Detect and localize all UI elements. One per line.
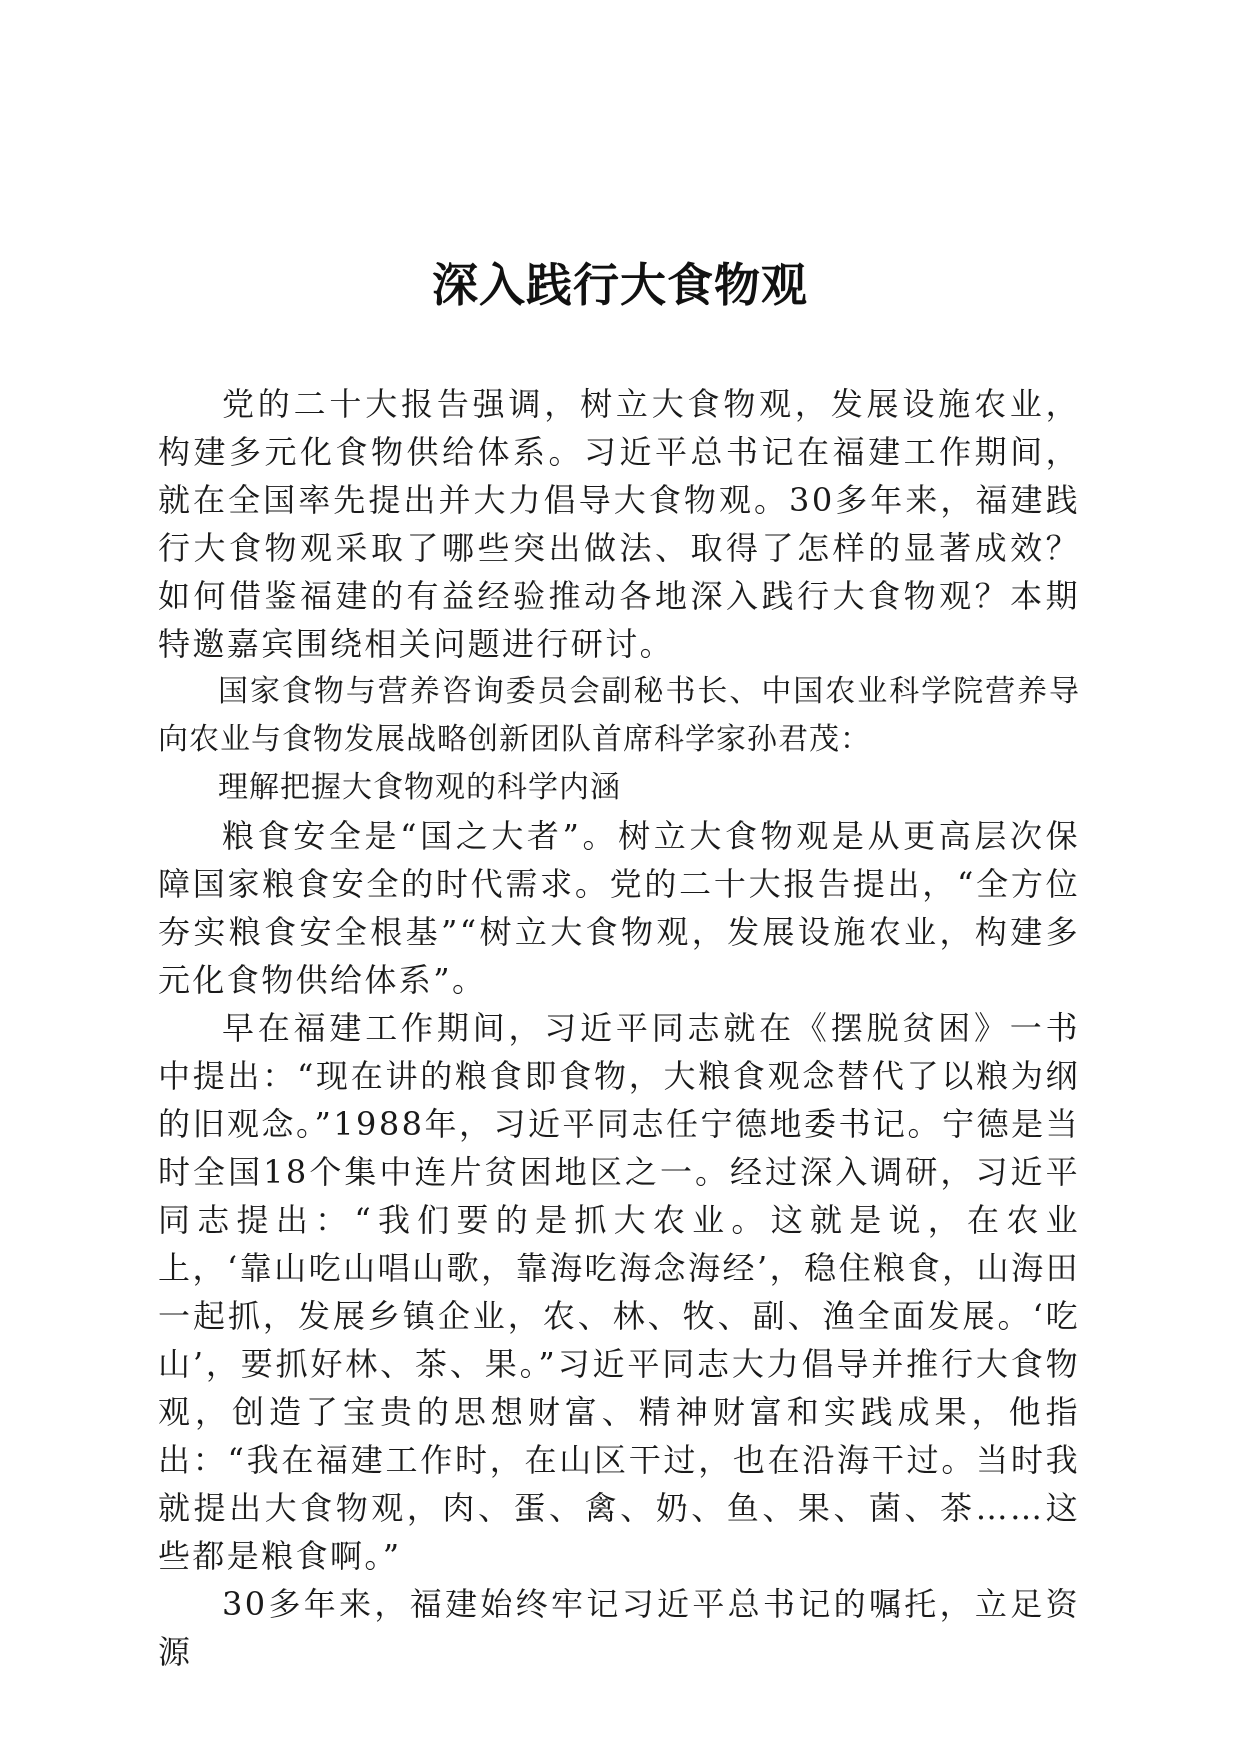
- body-paragraph: 粮食安全是“国之大者”。树立大食物观是从更高层次保障国家粮食安全的时代需求。党的二十大报告提出，“全方位夯实粮食安全根基”“树立大食物观，发展设施农业，构建多元化食物供给体系”。: [158, 817, 1080, 999]
- section-heading: 理解把握大食物观的科学内涵: [218, 770, 621, 805]
- article-body: [158, 380, 1080, 1676]
- intro-paragraph: 党的二十大报告强调，树立大食物观，发展设施农业，构建多元化食物供给体系。习近平总书记在福建工作期间，就在全国率先提出并大力倡导大食物观。30多年来，福建践行大食物观采取了哪些突出做法、取得了怎样的显著成效？如何借鉴福建的有益经验推动各地深入践行大食物观？本期特邀嘉宾围绕相关问题进行研讨。: [158, 385, 1080, 663]
- body-paragraph: 早在福建工作期间，习近平同志就在《摆脱贫困》一书中提出：“现在讲的粮食即食物，大粮食观念替代了以粮为纲的旧观念。”1988年，习近平同志任宁德地委书记。宁德是当时全国18个集中连片贫困地区之一。经过深入调研，习近平同志提出：“我们要的是抓大农业。这就是说，在农业上，‘靠山吃山唱山歌，靠海吃海念海经’，稳住粮食，山海田一起抓，发展乡镇企业，农、林、牧、副、渔全面发展。‘吃山’，要抓好林、茶、果。”习近平同志大力倡导并推行大食物观，创造了宝贵的思想财富、精神财富和实践成果，他指出：“我在福建工作时，在山区干过，也在沿海干过。当时我就提出大食物观，肉、蛋、禽、奶、鱼、果、菌、茶……这些都是粮食啊。”: [158, 1009, 1080, 1575]
- page-title: 深入践行大食物观: [432, 258, 808, 312]
- speaker-heading: 国家食物与营养咨询委员会副秘书长、中国农业科学院营养导向农业与食物发展战略创新团队首席科学家孙君茂：: [158, 674, 1080, 757]
- body-paragraph: 30多年来，福建始终牢记习近平总书记的嘱托，立足资源: [158, 1585, 1080, 1671]
